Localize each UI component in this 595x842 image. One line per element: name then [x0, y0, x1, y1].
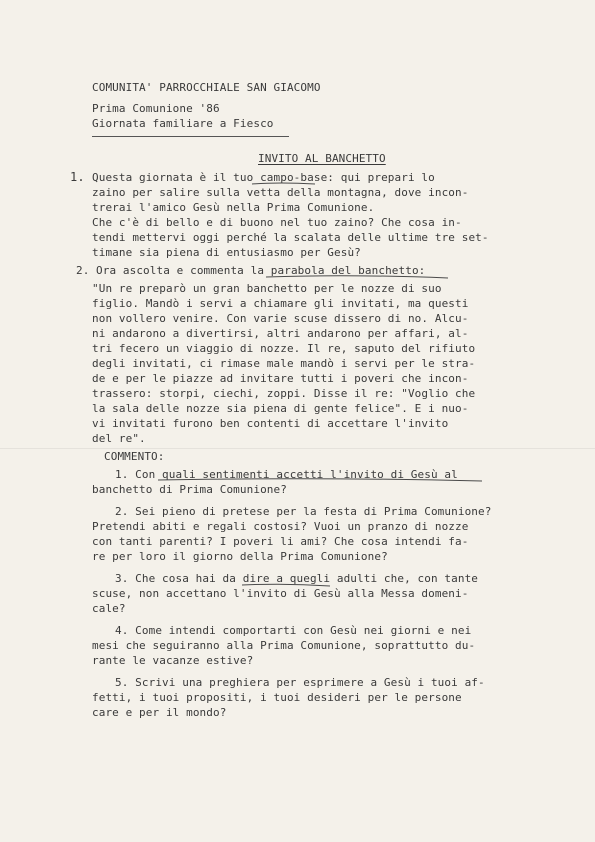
commento-heading: COMMENTO: [104, 450, 165, 463]
section-2-number: 2. [76, 264, 90, 277]
question-3-line: cale? [92, 602, 126, 615]
section-1-line: Che c'è di bello e di buono nel tuo zaino? Che cosa in- [92, 216, 462, 229]
parable-line: vi invitati furono ben contenti di accettare l'invito [92, 417, 449, 430]
section-1-line: tendi mettervi oggi perché la scalata delle ultime tre set- [92, 231, 489, 244]
section-2-intro: Ora ascolta e commenta la parabola del banchetto: [96, 264, 426, 277]
parable-line: "Un re preparò un gran banchetto per le nozze di suo [92, 282, 442, 295]
parable-line: del re". [92, 432, 146, 445]
question-4-line: 4. Come intendi comportarti con Gesù nei giorni e nei [115, 624, 472, 637]
question-3-line: 3. Che cosa hai da dire a quegli adulti che, con tante [115, 572, 479, 585]
question-5-line: care e per il mondo? [92, 706, 227, 719]
question-1-line: banchetto di Prima Comunione? [92, 483, 287, 496]
section-1-line: Questa giornata è il tuo campo-base: qui prepari lo [92, 171, 435, 184]
question-4-line: mesi che seguiranno alla Prima Comunione, soprattutto du- [92, 639, 476, 652]
question-5-line: fetti, i tuoi propositi, i tuoi desideri per le persone [92, 691, 462, 704]
question-4-line: rante le vacanze estive? [92, 654, 254, 667]
event-line-2: Giornata familiare a Fiesco [92, 117, 274, 130]
paper-fold [0, 448, 595, 449]
parable-line: trassero: storpi, ciechi, zoppi. Disse il re: "Voglio che [92, 387, 476, 400]
section-1-line: trerai l'amico Gesù nella Prima Comunione. [92, 201, 375, 214]
parable-line: figlio. Mandò i servi a chiamare gli invitati, ma questi [92, 297, 469, 310]
parable-line: non vollero venire. Con varie scuse dissero di no. Alcu- [92, 312, 469, 325]
question-2-line: 2. Sei pieno di pretese per la festa di Prima Comunione? [115, 505, 492, 518]
parable-line: degli invitati, ci rimase male mandò i servi per le stra- [92, 357, 476, 370]
section-1-line: zaino per salire sulla vetta della montagna, dove incon- [92, 186, 469, 199]
question-2-line: re per loro il giorno della Prima Comunione? [92, 550, 388, 563]
parable-line: la sala delle nozze sia piena di gente felice". E i nuo- [92, 402, 469, 415]
event-line-1: Prima Comunione '86 [92, 102, 220, 115]
header-rule [92, 136, 289, 137]
section-1-number: 1. [70, 170, 85, 184]
parable-line: ni andarono a divertirsi, altri andarono per affari, al- [92, 327, 469, 340]
parable-line: tri fecero un viaggio di nozze. Il re, saputo del rifiuto [92, 342, 476, 355]
question-2-line: Pretendi abiti e regali costosi? Vuoi un pranzo di nozze [92, 520, 469, 533]
question-3-line: scuse, non accettano l'invito di Gesù alla Messa domeni- [92, 587, 469, 600]
document-title: INVITO AL BANCHETTO [258, 152, 386, 165]
question-5-line: 5. Scrivi una preghiera per esprimere a Gesù i tuoi af- [115, 676, 485, 689]
question-2-line: con tanti parenti? I poveri li ami? Che cosa intendi fa- [92, 535, 469, 548]
question-1-line: 1. Con quali sentimenti accetti l'invito di Gesù al [115, 468, 458, 481]
parable-line: de e per le piazze ad invitare tutti i poveri che incon- [92, 372, 469, 385]
section-1-line: timane sia piena di entusiasmo per Gesù? [92, 246, 361, 259]
org-name: COMUNITA' PARROCCHIALE SAN GIACOMO [92, 81, 321, 94]
